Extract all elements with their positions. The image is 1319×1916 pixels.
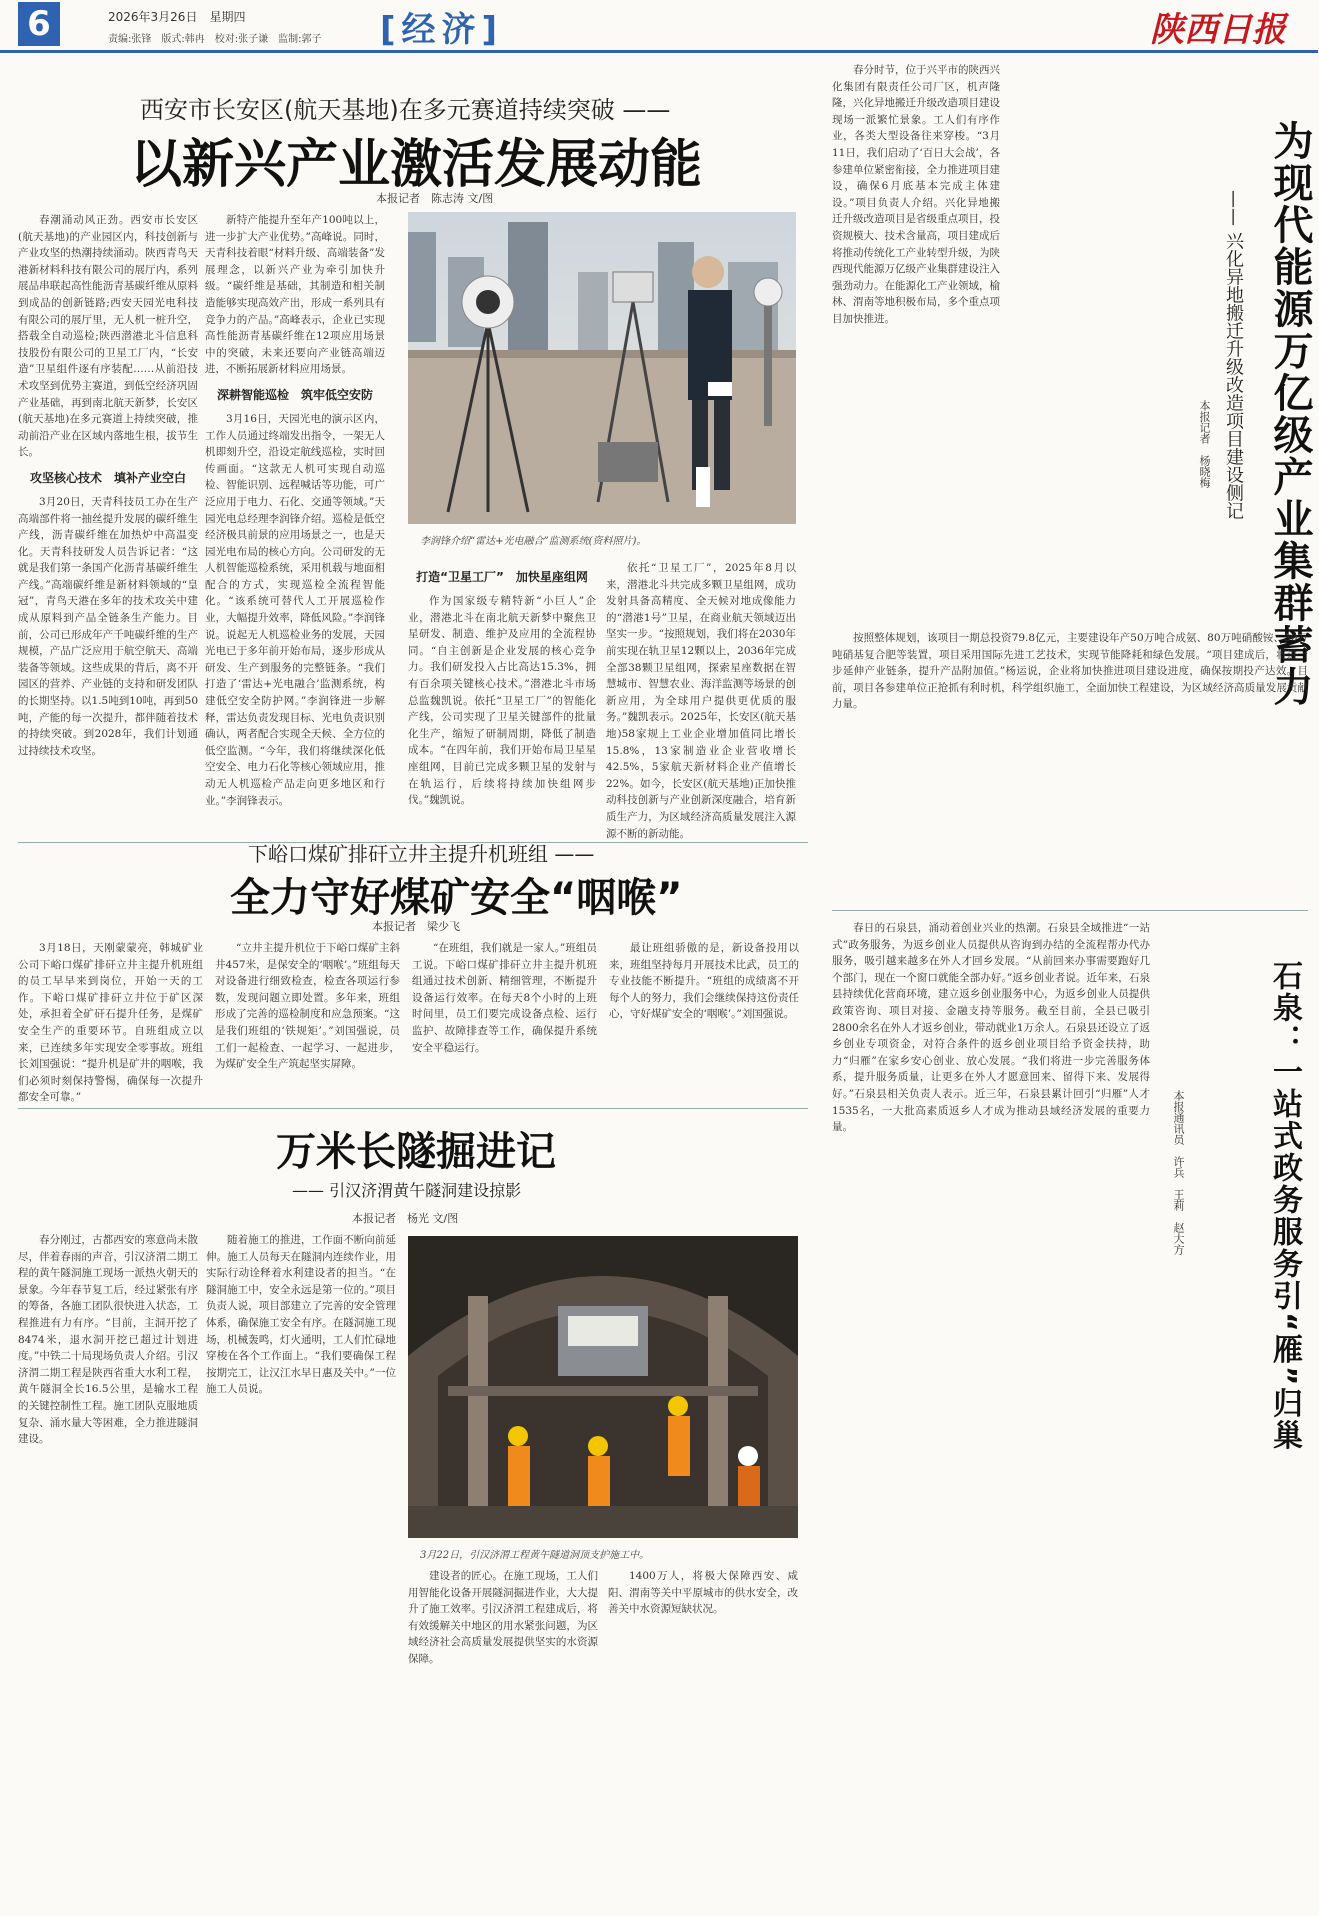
newspaper-logo: 陕西日报 [1150, 10, 1286, 50]
article3-subtitle: —— 引汉济渭黄午隧洞建设掠影 [292, 1181, 522, 1200]
issue-date: 2026年3月26日 星期四 [108, 10, 246, 24]
article3-column-2 [206, 1232, 396, 1908]
article3-headline: 万米长隧掘进记 [276, 1129, 556, 1175]
rooftop-radar-photo [408, 212, 796, 524]
article1-paragraph: 3月20日，天青科技员工办在生产高端部件将一抽丝提升发展的碳纤维生产线，沥青碳纤维在加热炉中高温变化。天青科技研发人员告诉记者：“这就是我们第一条国产化沥青基碳纤维生产线。”高端碳纤维是新材料领域的“皇冠”，青鸟天港在多年的技术攻关中建成从原料到产品全链条生产能力。目前，公司已形成年产千吨碳纤维的生产规模，产品广泛应用于航空航天、高端装备等领域。这些成果的背后，离不开园区的营养、产业链的支持和研发团队的长期坚持。以1.5吨到10吨，再到50吨，产能的每一次提升，都伴随着技术的持续突破。到2028年，我们计划通过持续技术攻坚。 [18, 495, 198, 757]
article1-paragraph: 依托“卫星工厂”，2025年8月以来，潜港北斗共完成多颗卫星组网，成功发射具备高精度、全天候对地成像能力的“潜港1号”卫星，在商业航天领域迈出坚实一步。“按照规划，我们将在2030年前实现在轨卫星12颗以上，2036年完成全部38颗卫星组网，探索星座数据在智慧城市、智慧农业、海洋监测等场景的创新应用，为全球用户提供更优质的服务。”魏凯表示。2025年，长安区(航天基地)58家规上工业企业增加值同比增长15.8%，13家制造业企业营收增长42.5%，5家航天新材料企业产值增长22%。如今，长安区(航天基地)正加快推动科技创新与产业创新深度融合，培育新质生产力，为区域经济高质量发展注入源源不断的新动能。 [606, 562, 796, 840]
rightbar1-paragraph: 春分时节，位于兴平市的陕西兴化集团有限责任公司厂区，机声隆隆，兴化异地搬迁升级改造项目建设现场一派繁忙景象。工人们有序作业，各类大型设备往来穿梭。“3月11日，我们启动了‘百日大会战’，各参建单位紧密衔接，全力推进项目建设，确保6月底基本完成主体建设。”项目负责人介绍。兴化异地搬迁升级改造项目是省级重点项目，投资规模大、技术含量高，项目建成后将推动传统化工产业转型升级，为陕西现代能源万亿级产业集群建设注入强劲动力。在能源化工产业领域，榆林、渭南等地积极布局，多个重点项目加快推进。 [832, 64, 1000, 325]
article1-paragraph: 3月16日，天园光电的演示区内，工作人员通过终端发出指令，一架无人机即刻升空，沿设定航线巡检，实时回传画面。“这款无人机可实现自动巡检、智能识别、远程喊话等功能，可广泛应用于电力、石化、交通等领域。”天园光电总经理李润锋介绍。巡检是低空经济极具前景的应用场景之一，也是天园光电布局的核心方向。公司研发的无人机智能巡检系统，采用机载与地面相配合的方式，实现巡检全流程智能化。“该系统可替代人工开展巡检作业，大幅提升效率，降低风险。”李润锋说。说起无人机巡检业务的发展，天园光电已于多年前开始布局，逐步形成从研发、生产到服务的完整链条。“我们打造了‘雷达+光电融合’监测系统，构建低空安全防护网。”李润锋进一步解释，雷达负责发现目标、光电负责识别确认，两者配合实现全天候、全方位的低空监测。“今年，我们将继续深化低空安全、电力石化等核心领域应用，推动无人机巡检产品走向更多地区和行业。”李润锋表示。 [205, 412, 385, 807]
article2-paragraph: “立井主提升机位于下峪口煤矿主斜井457米，是保安全的‘咽喉’。”班组每天对设备进行细致检查，检查各项运行参数，发现问题立即处置。多年来，班组形成了完善的巡检制度和应急预案。“这是我们班组的‘铁规矩’。”刘国强说，员工们一起检查、一起学习、一起进步，为煤矿安全生产筑起坚实屏障。 [215, 942, 400, 1071]
article1-column-1 [18, 212, 198, 832]
article2-column-1 [18, 940, 203, 1104]
article3-paragraph: 随着施工的推进，工作面不断向前延伸。施工人员每天在隧洞内连续作业，用实际行动诠释着水利建设者的担当。“在隧洞施工中，安全永远是第一位的。”项目负责人说，项目部建立了完善的安全管理体系，确保施工安全有序。在隧洞施工现场，机械轰鸣，灯火通明，工人们忙碌地穿梭在各个工作面上。“我们要确保工程按期完工，让汉江水早日惠及关中。”一位施工人员说。 [206, 1234, 396, 1396]
article1-paragraph: 作为国家级专精特新“小巨人”企业，潜港北斗在南北航天新梦中聚焦卫星研发、制造、维护及应用的全流程协同。“自主创新是企业发展的核心竞争力。我们研发投入占比高达15.3%，拥有百余项关键核心技术。”潜港北斗市场总监魏凯说。依托“卫星工厂”的智能化产线，公司实现了卫星关键部件的批量化生产，缩短了研制周期，降低了制造成本。“在四年前，我们开始布局卫星星座组网，目前已完成多颗卫星的发射与在轨运行，后续将持续加快组网步伐。”魏凯说。 [408, 595, 596, 807]
article1-kicker: 西安市长安区(航天基地)在多元赛道持续突破 —— [140, 96, 671, 124]
article2-paragraph: 3月18日，天刚蒙蒙亮，韩城矿业公司下峪口煤矿排矸立井主提升机班组的员工早早来到岗位，开始一天的工作。下峪口煤矿排矸立井位于矿区深处，承担着全矿矸石提升任务，是煤矿安全生产的重要环节。自班组成立以来，已连续多年实现安全零事故。班组长刘国强说：“提升机是矿井的咽喉，我们必须时刻保持警惕，确保每一次提升都安全可靠。” [18, 942, 203, 1104]
article3-paragraph: 建设者的匠心。在施工现场，工人们用智能化设备开展隧洞掘进作业，大大提升了施工效率。引汉济渭工程建成后，将有效缓解关中地区的用水紧张问题，为区域经济社会高质量发展提供坚实的水资源保障。 [408, 1570, 598, 1665]
article2-paragraph: “在班组，我们就是一家人。”班组员工说。下峪口煤矿排矸立井主提升机班组通过技术创新、精细管理，不断提升设备运行效率。在每天8个小时的上班时间里，员工们要完成设备点检、运行监护、故障排查等工作，确保提升系统安全平稳运行。 [412, 942, 597, 1054]
rightbar2-column [832, 920, 1150, 1906]
section-title: [经济] [380, 10, 504, 50]
article1-paragraph: 新特产能提升至年产100吨以上，进一步扩大产业优势。”高峰说。同时，天青科技着眼“材料升级、高端装备”发展理念，以新兴产业为牵引加快升级。“碳纤维是基础，其制造和相关制造能够实现高效产出，形成一系列具有竞争力的产品。”高峰表示，企业已实现高性能沥青基碳纤维在12项应用场景中的突破，未来还要向产业链高端迈进，不断拓展新材料应用场景。 [205, 214, 385, 376]
article3-byline: 本报记者 杨光 文/图 [352, 1212, 459, 1225]
article3-column-3 [408, 1568, 598, 1908]
rightbar1-column-bottom [832, 630, 1308, 900]
rightbar2-title: 石泉：一站式政务服务引“雁”归巢 [1267, 960, 1302, 1452]
article3-paragraph: 1400万人，将极大保障西安、咸阳、渭南等关中平原城市的供水安全，改善关中水资源短缺状况。 [608, 1570, 798, 1616]
article1-subhead-3: 打造“卫星工厂” 加快星座组网 [416, 570, 588, 584]
tunnel-construction-photo [408, 1236, 798, 1538]
section-divider [832, 910, 1308, 911]
article2-byline: 本报记者 梁少飞 [372, 920, 460, 933]
section-label: 经济 [401, 10, 482, 50]
section-divider [18, 1108, 808, 1109]
article1-subhead-1: 攻坚核心技术 填补产业空白 [29, 470, 186, 485]
rightbar1-byline: 本报记者 杨晓梅 [1198, 400, 1211, 488]
article3-photo [408, 1236, 798, 1538]
article3-paragraph: 春分刚过，古都西安的寒意尚未散尽，伴着春雨的声音，引汉济渭二期工程的黄午隧洞施工现场一派热火朝天的景象。今年春节复工后，经过紧张有序的筹备，各施工团队很快进入状态，工程推进有力有序。“目前，主洞开挖了8474米，退水洞开挖已超过计划进度。”中铁二十局现场负责人介绍。引汉济渭二期工程是陕西省重大水利工程，黄午隧洞全长16.5公里，是输水工程的关键控制性工程。施工团队克服地质复杂、涌水量大等困难，全力推进隧洞建设。 [18, 1234, 198, 1446]
article2-column-3 [412, 940, 597, 1100]
article1-photo [408, 212, 796, 524]
page-number: 6 [18, 2, 60, 46]
editor-credits: 责编:张锋 版式:韩冉 校对:张子谦 监制:郭子 [108, 34, 322, 45]
article1-column-2 [205, 212, 385, 832]
rightbar1-paragraph: 按照整体规划，该项目一期总投资79.8亿元，主要建设年产50万吨合成氨、80万吨硝酸铵、30万吨硝基复合肥等装置，项目采用国际先进工艺技术，实现节能降耗和绿色发展。“项目建成后，将进一步延伸产业链条，提升产品附加值。”杨运说，企业将加快推进项目建设进度，确保按期投产达效。目前，项目各参建单位正抢抓有利时机，科学组织施工，全面加快工程建设，为区域经济高质量发展贡献力量。 [832, 632, 1308, 711]
article3-column-1 [18, 1232, 198, 1908]
article1-headline: 以新兴产业激活发展动能 [130, 135, 703, 195]
article1-byline: 本报记者 陈志涛 文/图 [376, 192, 494, 205]
article2-column-4 [609, 940, 799, 1100]
rightbar1-column-top [832, 62, 1000, 622]
article3-column-4 [608, 1568, 798, 1908]
article2-column-2 [215, 940, 400, 1100]
rightbar2-byline: 本报通讯员 许兵 王莉 赵大方 [1172, 1090, 1185, 1255]
rightbar1-title: 为现代能源万亿级产业集群蓄力 [1267, 120, 1313, 708]
article3-photo-caption: 3月22日，引汉济渭工程黄午隧道洞顶支护施工中。 [420, 1550, 650, 1561]
article1-photo-caption: 李润锋介绍“雷达+光电融合”监测系统(资料照片)。 [420, 536, 647, 547]
article1-subhead-2: 深耕智能巡检 筑牢低空安防 [216, 387, 373, 402]
article1-paragraph: 春潮涌动风正劲。西安市长安区(航天基地)的产业园区内，科技创新与产业攻坚的热潮持续涌动。陕西青鸟天港新材料科技有限公司的展厅内，系列展品串联起高性能沥青基碳纤维从原料到成品的创新链路;西安天园光电科技有限公司的展厅里，无人机一桩升空，搭载全自动巡检;陕西潜港北斗信息科技股份有限公司的卫星工厂内，“长安造”卫星组件逐有序装配……从前沿技术攻坚到优势主赛道，到低空经济巩固产业基础，再到南北航天新梦，长安区(航天基地)在多元赛道上持续突破，推动前沿产业在区域内落地生根，拔节生长。 [18, 214, 198, 459]
article2-kicker: 下峪口煤矿排矸立井主提升机班组 —— [248, 842, 595, 866]
article1-column-4 [606, 560, 796, 840]
rightbar2-paragraph: 春日的石泉县，涌动着创业兴业的热潮。石泉县全域推进“一站式”政务服务，为返乡创业人员提供从咨询到办结的全流程帮办代办服务，吸引越来越多在外人才回乡发展。“从前回来办事需要跑好几个部门，现在一个窗口就能全部办好。”返乡创业者说。近年来，石泉县持续优化营商环境，建立返乡创业服务中心，为返乡创业人员提供政策咨询、项目对接、金融支持等服务。截至目前，全县已吸引2800余名在外人才返乡创业，带动就业1万余人。石泉县还设立了返乡创业专项资金，对符合条件的返乡创业项目给予资金扶持，助力“归雁”在家乡安心创业、放心发展。“我们将进一步完善服务体系，提升服务质量，让更多在外人才愿意回来、留得下来、发展得好。”石泉县相关负责人表示。近三年，石泉县累计回引“归雁”人才1535名，一大批高素质返乡人才成为推动县域经济发展的重要力量。 [832, 922, 1150, 1134]
rightbar1-subtitle: —— 兴化异地搬迁升级改造项目建设侧记 [1223, 190, 1244, 520]
article2-headline: 全力守好煤矿安全“咽喉” [230, 875, 683, 921]
article2-paragraph: 最让班组骄傲的是，新设备投用以来，班组坚持每月开展技术比武，员工的专业技能不断提升。“班组的成绩离不开每个人的努力，我们会继续保持这份责任心，守好煤矿安全的‘咽喉’。”刘国强说。 [609, 942, 799, 1021]
article1-column-3 [408, 560, 596, 832]
